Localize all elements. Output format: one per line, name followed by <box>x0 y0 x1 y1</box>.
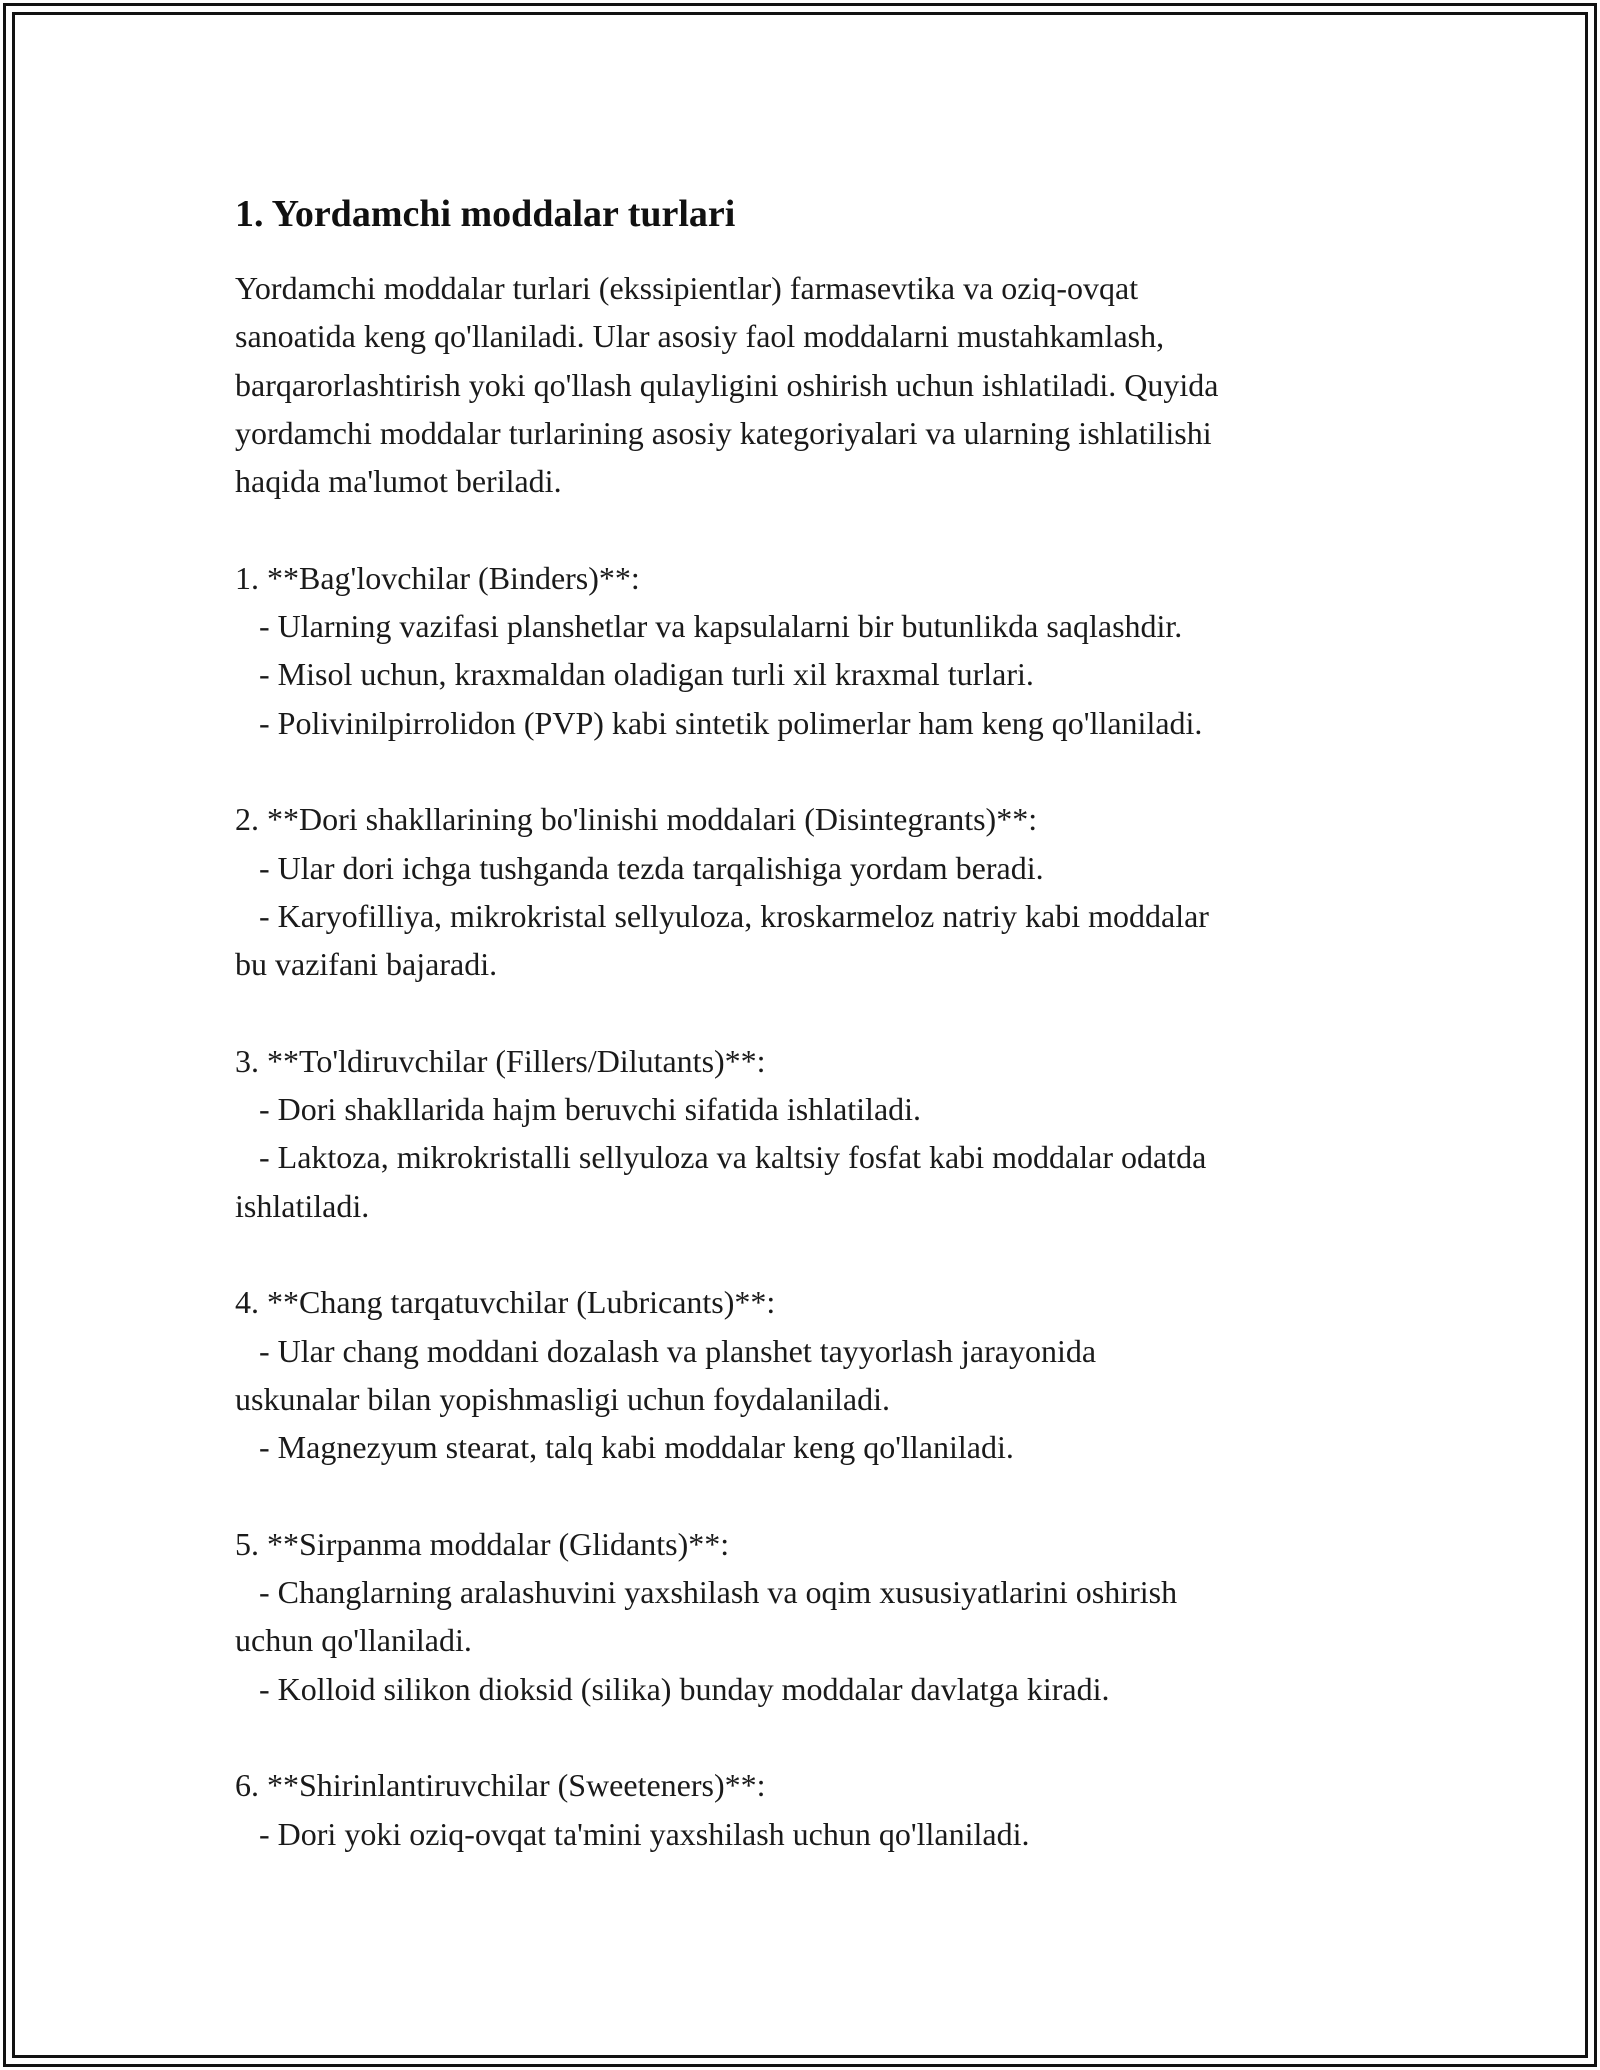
document-body-text: Yordamchi moddalar turlari (ekssipientlar) farmasevtika va oziq-ovqat sanoatida keng qo'llaniladi. Ular asosiy faol moddalarni mustahkamlash, barqarorlashtirish yoki qo'llash qulayligini oshirish uchun ishlatiladi. Quyida yordamchi moddalar turlarining asosiy kategoriyalari va ularning ishlatilishi haqida ma'lumot beriladi. 1. **Bag'lovchilar (Binders)**: - Ularning vazifasi planshetlar va kapsulalarni bir butunlikda saqlashdir. - Misol uchun, kraxmaldan oladigan turli xil kraxmal turlari. - Polivinilpirrolidon (PVP) kabi sintetik polimerlar ham keng qo'llaniladi. 2. **Dori shakllarining bo'linishi moddalari (Disintegrants)**: - Ular dori ichga tushganda tezda tarqalishiga yordam beradi. - Karyofilliya, mikrokristal sellyuloza, kroskarmeloz natriy kabi moddalar bu vazifani bajaradi. 3. **To'ldiruvchilar (Fillers/Dilutants)**: - Dori shakllarida hajm beruvchi sifatida ishlatiladi. - Laktoza, mikrokristalli sellyuloza va kaltsiy fosfat kabi moddalar odatda ishlatiladi. 4. **Chang tarqatuvchilar (Lubricants)**: - Ular chang moddani dozalash va planshet tayyorlash jarayonida uskunalar bilan yopishmasligi uchun foydalaniladi. - Magnezyum stearat, talq kabi moddalar keng qo'llaniladi. 5. **Sirpanma moddalar (Glidants)**: - Changlarning aralashuvini yaxshilash va oqim xususiyatlarini oshirish uchun qo'llaniladi. - Kolloid silikon dioksid (silika) bunday moddalar davlatga kiradi. 6. **Shirinlantiruvchilar (Sweeteners)**: - Dori yoki oziq-ovqat ta'mini yaxshilash uchun qo'llaniladi. <box>235 270 1219 1852</box>
document-content <box>235 188 1395 1858</box>
section-heading: 1. Yordamchi moddalar turlari <box>235 193 736 235</box>
